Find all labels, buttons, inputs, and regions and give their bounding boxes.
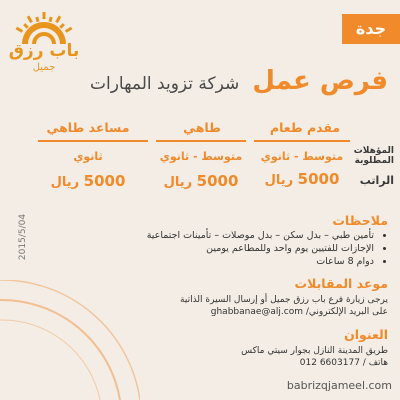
notes-title: ملاحظات: [332, 213, 388, 228]
qualification-assistant-chef: ثانوي: [73, 150, 103, 163]
phone-line: [98, 357, 388, 369]
interview-line-2[interactable]: على البريد الإلكتروني/ ghabbanae@alj.com: [210, 307, 388, 317]
header-underline: [254, 140, 350, 142]
header-underline: [156, 140, 246, 142]
phone-label: هاتف /: [362, 358, 388, 368]
header-underline: [38, 140, 148, 142]
interview-title: موعد المقابلات: [294, 276, 388, 291]
website-link[interactable]: babrizqjameel.com: [286, 379, 392, 392]
qualification-chef: متوسط - ثانوي: [159, 150, 243, 163]
address-title: العنوان: [344, 327, 388, 342]
column-header-assistant-chef: مساعد طاهي: [46, 120, 130, 135]
interview-line-1: يرجى زيارة فرع باب رزق جميل أو إرسال السيرة الذاتية: [180, 295, 388, 305]
city-label: جدة: [355, 19, 387, 38]
salary-label: الراتب: [359, 174, 394, 187]
city-tab: [342, 14, 400, 44]
notes-list: [114, 229, 388, 268]
list-item: • تأمين طبي – بدل سكن – بدل موصلات – تأمينات اجتماعية: [114, 229, 374, 242]
column-header-chef: طاهي: [183, 120, 221, 135]
address-line: طريق المدينة النازل بجوار سيتي ماكس: [241, 346, 388, 356]
sun-arch-icon: [8, 6, 80, 46]
headline: [68, 66, 388, 106]
phone-number[interactable]: 012 6603177: [299, 358, 360, 368]
salary-waiter: 5000 ريال: [264, 170, 340, 188]
post-date: 2015/5/04: [18, 213, 28, 261]
address-text: [98, 345, 388, 369]
headline-title: فرص عمل: [252, 66, 388, 96]
logo-text: باب رزق: [8, 41, 80, 61]
column-header-waiter: مقدم طعام: [269, 120, 341, 135]
salary-assistant-chef: 5000 ريال: [50, 172, 126, 190]
list-item: • الإجازات للفتيين يوم واحد وللمطاعم يومين: [114, 242, 374, 255]
logo-subtext: جميل: [32, 62, 56, 73]
list-item: • دوام 8 ساعات: [114, 255, 374, 268]
qualification-label: المؤهلات المطلوبة: [353, 146, 394, 166]
qualification-waiter: متوسط - ثانوي: [260, 150, 344, 163]
salary-chef: 5000 ريال: [163, 172, 239, 190]
company-name: شركة تزويد المهارات: [89, 74, 240, 94]
interview-text: [98, 294, 388, 318]
